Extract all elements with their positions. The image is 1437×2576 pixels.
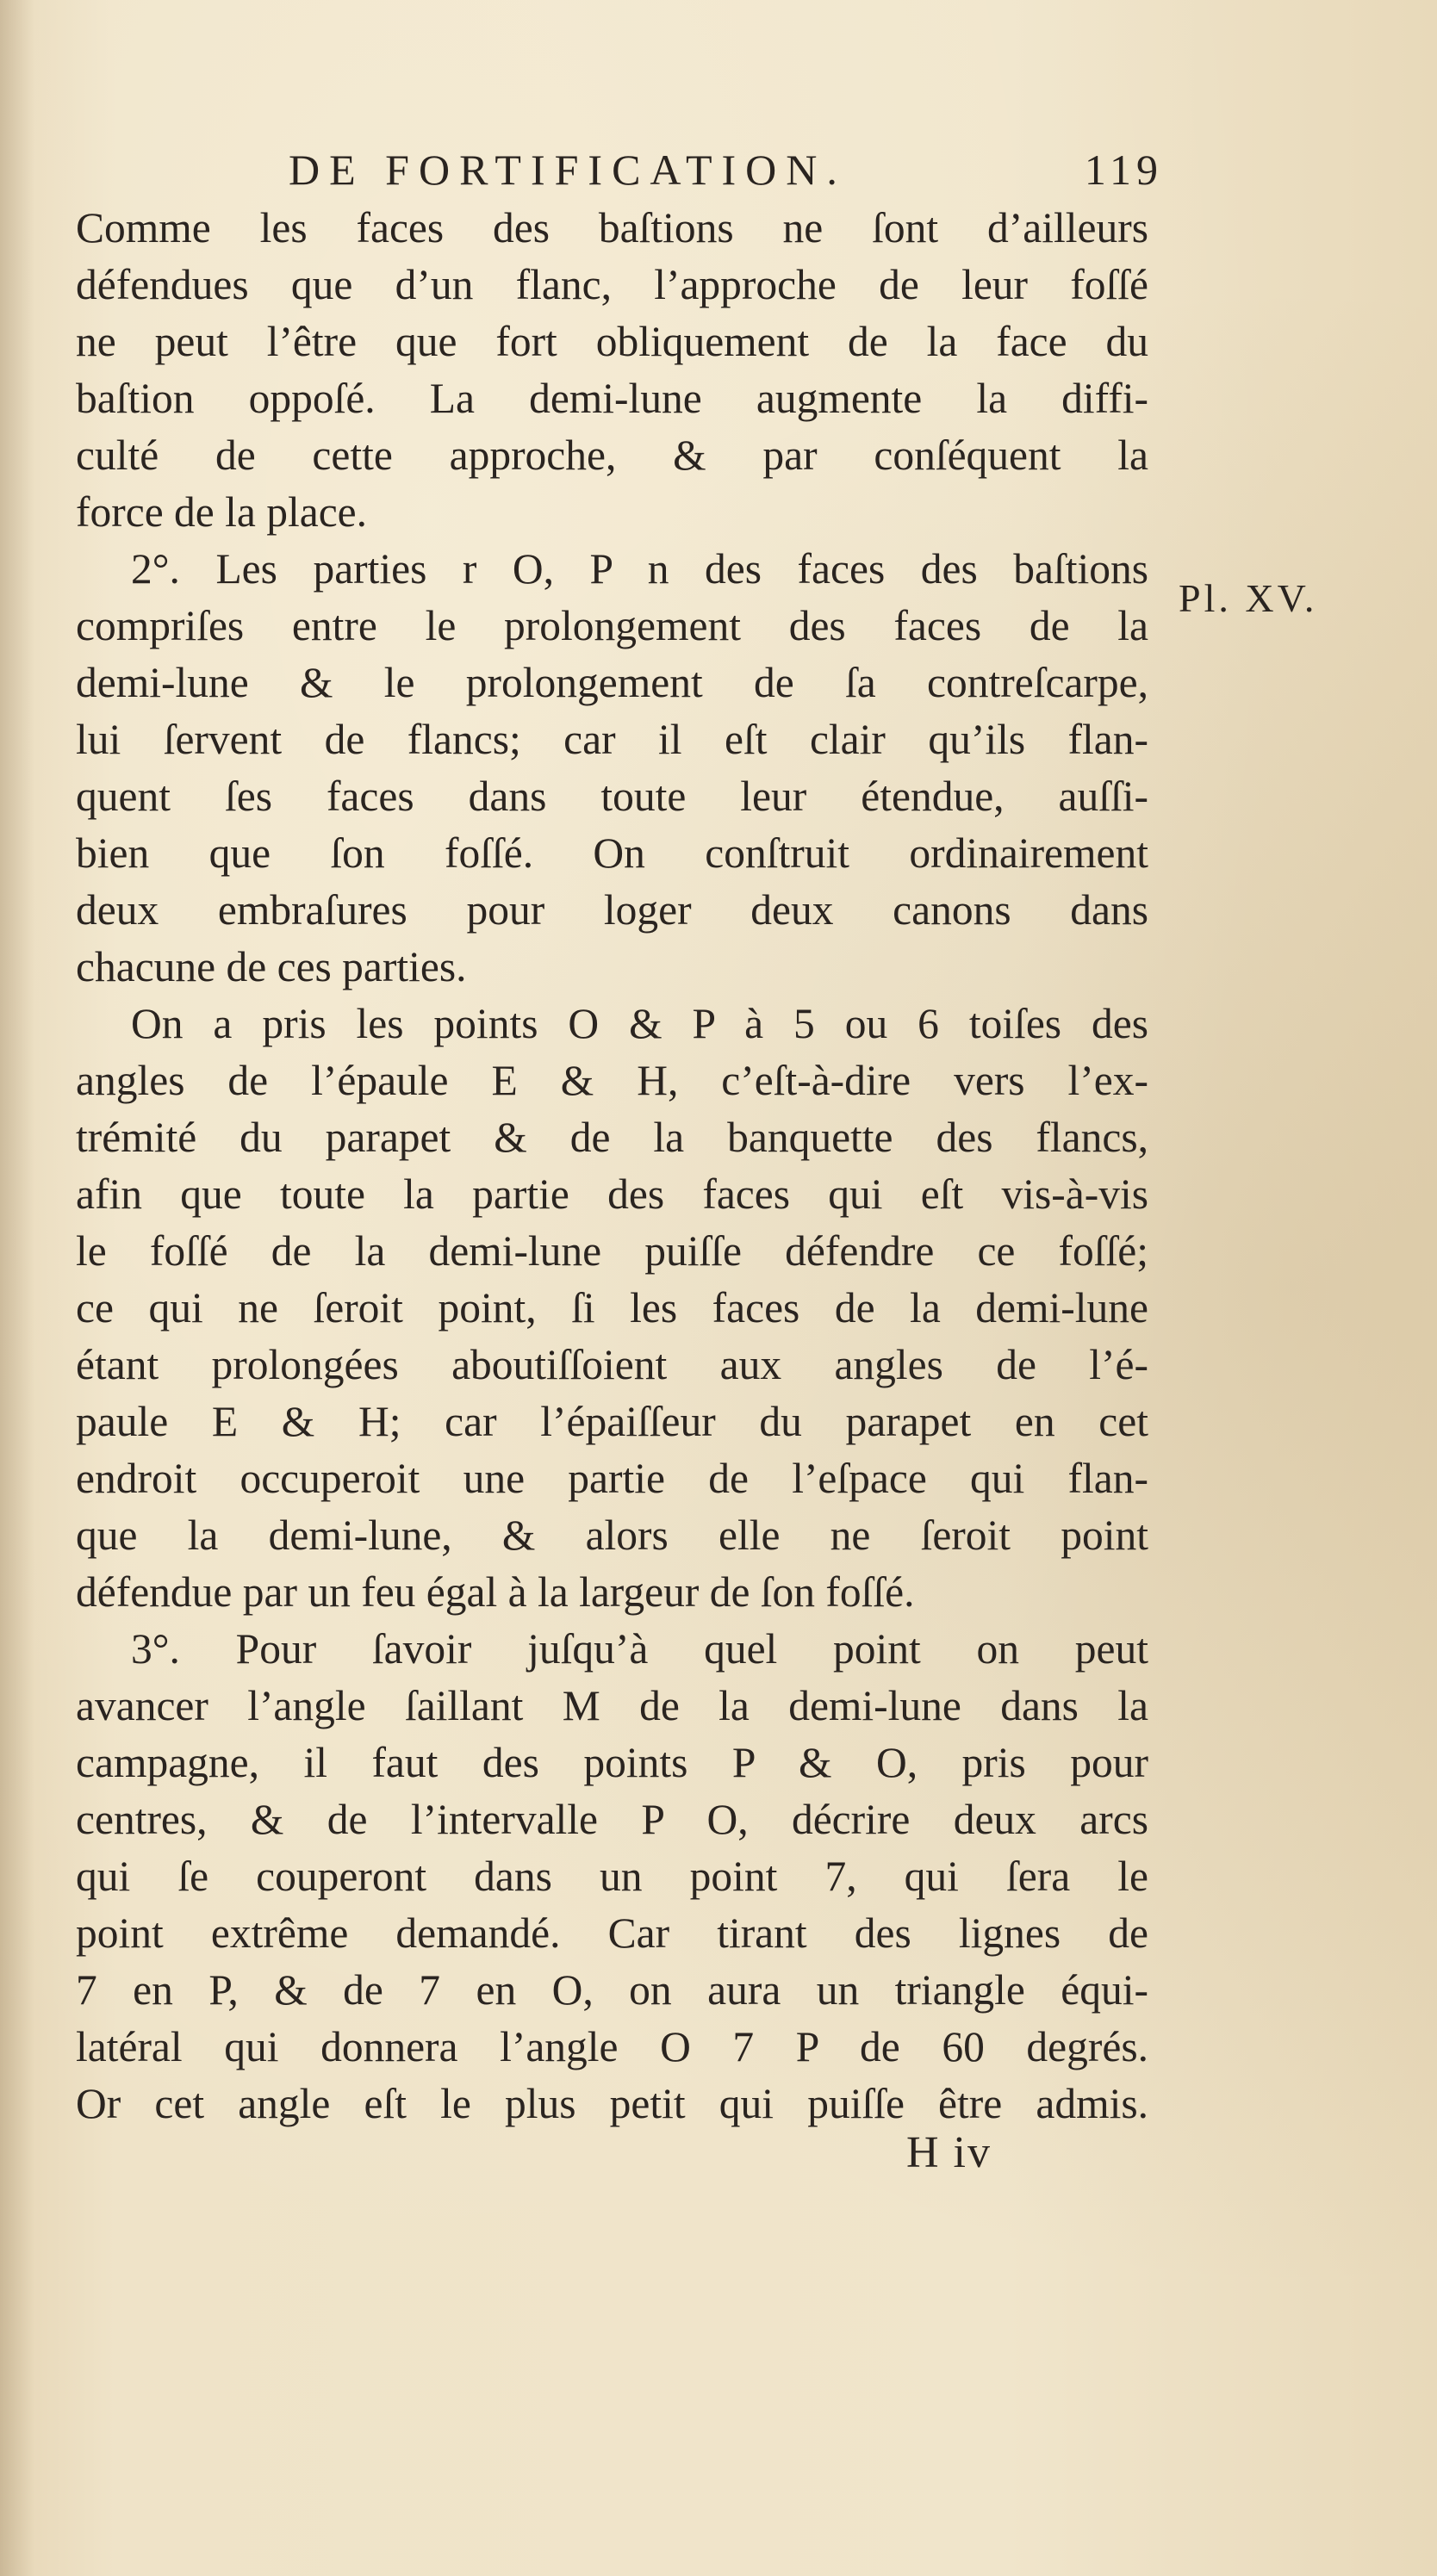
text-line: latéral qui donnera l’angle O 7 P de 60 degrés. xyxy=(76,2023,1148,2070)
text-line: trémité du parapet & de la banquette des flancs, xyxy=(76,1114,1148,1161)
text-line: qui ſe couperont dans un point 7, qui ſera le xyxy=(76,1853,1148,1900)
text-line: compriſes entre le prolongement des faces de la xyxy=(76,602,1148,649)
text-line: étant prolongées aboutiſſoient aux angles de l’é- xyxy=(76,1341,1148,1388)
running-title: DE FORTIFICATION. xyxy=(289,146,847,194)
text-line: On a pris les points O & P à 5 ou 6 toiſes des xyxy=(131,1000,1148,1047)
page-header xyxy=(289,145,1163,205)
text-line: deux embraſures pour loger deux canons dans xyxy=(76,886,1148,934)
body-text xyxy=(76,200,1148,2132)
text-line: point extrême demandé. Car tirant des lignes de xyxy=(76,1909,1148,1957)
plate-reference-note: Pl. XV. xyxy=(1179,576,1318,620)
text-line: Comme les faces des baſtions ne ſont d’ailleurs xyxy=(76,204,1148,251)
text-line: endroit occuperoit une partie de l’eſpace qui flan- xyxy=(76,1455,1148,1502)
text-line: ce qui ne ſeroit point, ſi les faces de la demi-lune xyxy=(76,1284,1148,1331)
text-line: angles de l’épaule E & H, c’eſt-à-dire vers l’ex- xyxy=(76,1057,1148,1104)
text-line: lui ſervent de flancs; car il eſt clair qu’ils flan- xyxy=(76,716,1148,763)
page-number: 119 xyxy=(1084,146,1163,194)
text-line: culté de cette approche, & par conſéquent la xyxy=(76,431,1148,479)
text-line: que la demi-lune, & alors elle ne ſeroit point xyxy=(76,1511,1148,1559)
page-gutter-shadow xyxy=(0,0,34,2576)
text-line: chacune de ces parties. xyxy=(76,943,467,990)
text-line: Or cet angle eſt le plus petit qui puiſſe être admis. xyxy=(76,2080,1148,2127)
text-line: campagne, il faut des points P & O, pris pour xyxy=(76,1739,1148,1786)
text-line: baſtion oppoſé. La demi-lune augmente la diffi- xyxy=(76,375,1148,422)
text-line: 7 en P, & de 7 en O, on aura un triangle équi- xyxy=(76,1966,1148,2014)
text-line: 3°. Pour ſavoir juſqu’à quel point on peut xyxy=(131,1625,1148,1673)
text-line: ne peut l’être que fort obliquement de la face du xyxy=(76,318,1148,365)
text-line: centres, & de l’intervalle P O, décrire deux arcs xyxy=(76,1796,1148,1843)
text-line: bien que ſon foſſé. On conſtruit ordinairement xyxy=(76,829,1148,877)
text-line: défendue par un feu égal à la largeur de ſon foſſé. xyxy=(76,1568,915,1616)
text-line: demi-lune & le prolongement de ſa contreſcarpe, xyxy=(76,659,1148,706)
text-line: quent ſes faces dans toute leur étendue, auſſi- xyxy=(76,773,1148,820)
signature-mark: H iv xyxy=(906,2128,992,2177)
text-line: avancer l’angle ſaillant M de la demi-lune dans la xyxy=(76,1682,1148,1729)
text-line: force de la place. xyxy=(76,488,368,536)
text-line: le foſſé de la demi-lune puiſſe défendre ce foſſé; xyxy=(76,1227,1148,1275)
text-line: défendues que d’un flanc, l’approche de leur foſſé xyxy=(76,261,1148,308)
text-line: afin que toute la partie des faces qui eſt vis-à-vis xyxy=(76,1170,1148,1218)
text-line: 2°. Les parties r O, P n des faces des baſtions xyxy=(131,545,1148,593)
text-line: paule E & H; car l’épaiſſeur du parapet en cet xyxy=(76,1398,1148,1445)
